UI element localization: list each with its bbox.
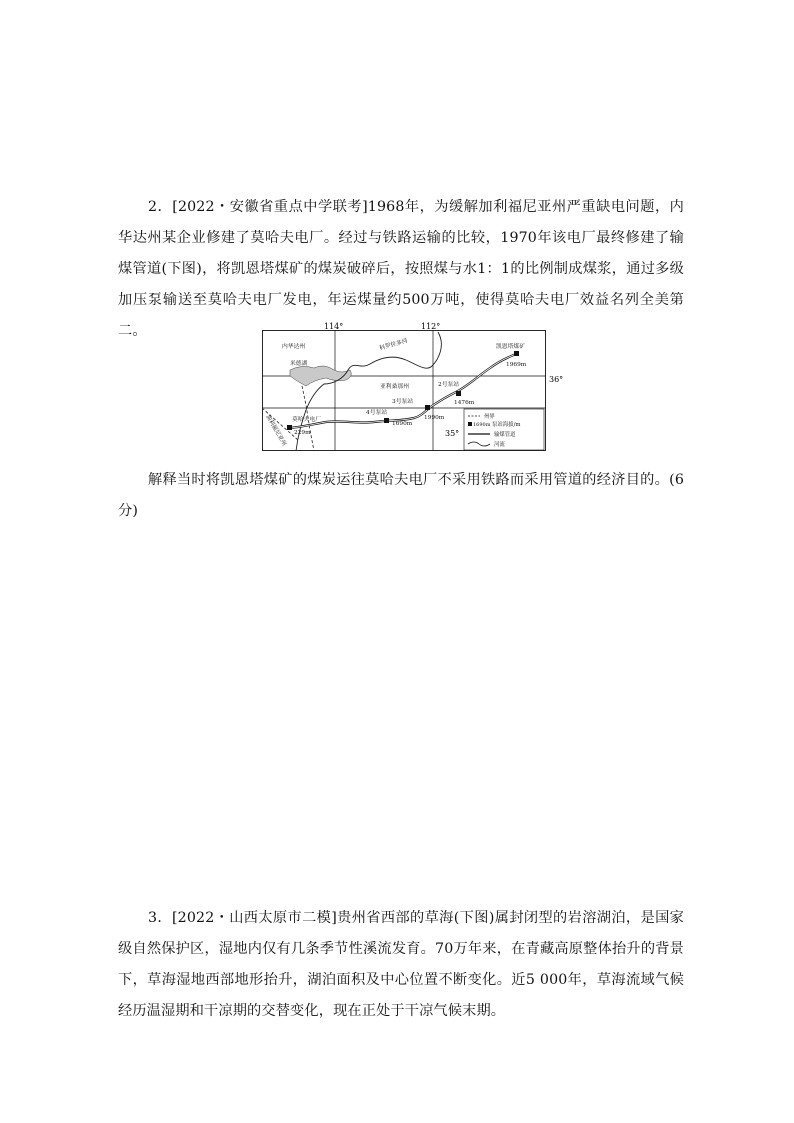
pump-station-3-label: 3号泵站: [392, 399, 414, 405]
arizona-label: 亚利桑那州: [380, 384, 409, 390]
pump-station-2-label: 2号泵站: [438, 382, 460, 388]
nevada-label: 内华达州: [282, 344, 306, 350]
legend-state-border: 州界: [484, 414, 495, 420]
pump-station-3-elevation: 1990m: [424, 415, 445, 421]
question-2-text: 2．[2022・安徽省重点中学联考]1968年，为缓解加利福尼亚州严重缺电问题，内华达州某企业修建了莫哈夫电厂。经过与铁路运输的比较，1970年该电厂最终修建了输煤管道(下图)，将凯恩塔煤矿的煤炭破碎后，按照煤与水1：1的比例制成煤浆，通过多级加压泵输送至莫哈夫电厂发电，年运煤量约500万吨，使得莫哈夫电厂效益名列全美第二。: [118, 199, 684, 339]
lat-label-36: 36°: [549, 375, 564, 384]
legend-pipeline: 输煤管道: [494, 432, 516, 438]
legend-river: 河流: [494, 442, 505, 448]
lat-label-35: 35°: [445, 429, 460, 438]
question-2-task: 解释当时将凯恩塔煤矿的煤炭运往莫哈夫电厂不采用铁路而采用管道的经济目的。(6分): [118, 472, 684, 519]
lon-label-112: 112°: [421, 322, 441, 331]
mohave-plant-label: 莫哈夫电厂: [292, 417, 321, 423]
plant-elevation: 229m: [294, 430, 311, 436]
california-label: 加利福尼亚州: [264, 414, 287, 448]
kayenta-mine-label: 凯恩塔煤矿: [496, 344, 525, 350]
colorado-river-label: 科罗拉多河: [378, 338, 409, 352]
question-3-text: 3．[2022・山西太原市二模]贵州省西部的草海(下图)属封闭型的岩溶湖泊，是国家级自然保护区，湿地内仅有几条季节性溪流发育。70万年来，在青藏高原整体抬升的背景下，草海湿地西部地形抬升，湖泊面积及中心位置不断变化。近5 000年，草海流域气候经历温湿期和干凉期的交替变化，现在正处于干凉气候末期。: [118, 910, 684, 1019]
mine-elevation: 1969m: [506, 362, 527, 368]
map-border-labels: [262, 318, 582, 468]
pump-station-2-elevation: 1476m: [454, 400, 475, 406]
pump-station-4-label: 4号泵站: [366, 410, 388, 416]
lon-label-114-top: 114°: [324, 322, 344, 331]
pump-station-4-elevation: 1690m: [392, 421, 413, 427]
lake-mead-label: 米德湖: [290, 361, 308, 367]
legend-pump-example: 1690m: [473, 422, 491, 428]
legend-pump-station: 泵站海拔/m: [492, 422, 521, 428]
